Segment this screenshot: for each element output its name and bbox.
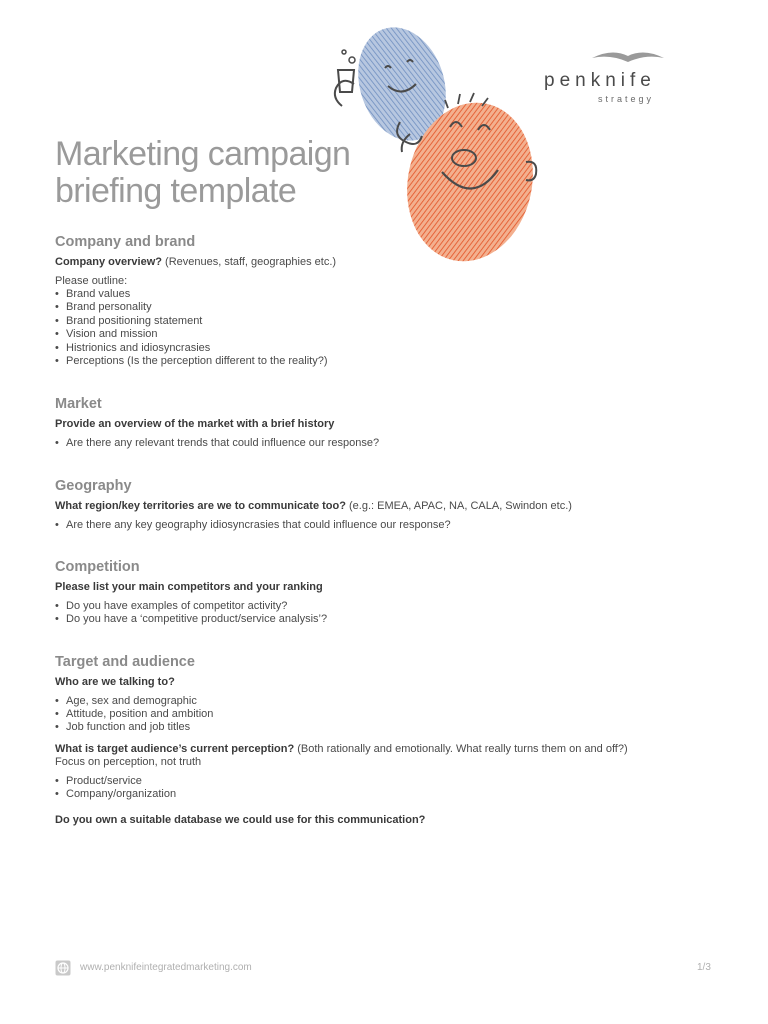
- list-item: • Age, sex and demographic: [55, 695, 715, 708]
- page-number: 1/3: [697, 962, 711, 973]
- question-text: What is target audience’s current perception?: [55, 742, 295, 755]
- list-item: • Company/organization: [55, 788, 715, 801]
- competition-list: [55, 600, 715, 627]
- list-item: • Brand values: [55, 288, 715, 301]
- market-list: [55, 437, 715, 450]
- section-heading: Geography: [55, 478, 132, 494]
- page-title: [55, 136, 395, 210]
- question-text: Please list your main competitors and your ranking: [55, 581, 323, 593]
- focus-note: Focus on perception, not truth: [55, 756, 202, 769]
- section-target-and-audience: [55, 654, 715, 827]
- list-item: • Are there any relevant trends that could influence our response?: [55, 437, 715, 450]
- brand-outline-list: [55, 288, 715, 368]
- title-line-2: briefing template: [55, 172, 297, 210]
- geography-list: [55, 519, 715, 532]
- question: [55, 743, 715, 757]
- question-note: (Both rationally and emotionally. What really turns them on and off?): [294, 742, 628, 755]
- section-heading: Competition: [55, 559, 140, 575]
- title-line-1: Marketing campaign: [55, 135, 351, 173]
- globe-icon: [55, 960, 71, 976]
- list-item: • Do you have a ‘competitive product/service analysis’?: [55, 613, 715, 626]
- outline-intro: Please outline:: [55, 274, 128, 287]
- audience-list: [55, 695, 715, 735]
- question-text: What region/key territories are we to communicate too?: [55, 500, 346, 512]
- brand-name: penknife: [544, 70, 656, 91]
- list-item: • Brand personality: [55, 301, 715, 314]
- list-item: • Attitude, position and ambition: [55, 708, 715, 721]
- section-competition: [55, 559, 715, 626]
- section-company-and-brand: [55, 234, 715, 368]
- question-text: Do you own a suitable database we could use for this communication?: [55, 813, 426, 826]
- penknife-icon: [588, 48, 668, 64]
- perception-list: [55, 775, 715, 802]
- list-item: • Product/service: [55, 775, 715, 788]
- list-item: • Brand positioning statement: [55, 315, 715, 328]
- question-text: Company overview?: [55, 256, 162, 268]
- section-heading: Company and brand: [55, 234, 196, 250]
- question: [55, 500, 715, 514]
- list-item: • Do you have examples of competitor activity?: [55, 600, 715, 613]
- section-heading: Target and audience: [55, 654, 195, 670]
- list-item: • Job function and job titles: [55, 721, 715, 734]
- website-link[interactable]: www.penknifeintegratedmarketing.com: [80, 962, 252, 973]
- question: [55, 256, 715, 270]
- penknife-logo: [540, 44, 720, 110]
- question-text: Who are we talking to?: [55, 676, 175, 688]
- section-heading: Market: [55, 396, 102, 412]
- list-item: • Vision and mission: [55, 328, 715, 341]
- question-note: (e.g.: EMEA, APAC, NA, CALA, Swindon etc.): [345, 500, 572, 512]
- brand-tagline: strategy: [598, 94, 655, 104]
- section-geography: [55, 478, 715, 532]
- question-text: Provide an overview of the market with a brief history: [55, 418, 335, 430]
- list-item: • Perceptions (Is the perception different to the reality?): [55, 355, 715, 368]
- question-note: (Revenues, staff, geographies etc.): [161, 256, 337, 268]
- list-item: • Histrionics and idiosyncrasies: [55, 342, 715, 355]
- list-item: • Are there any key geography idiosyncrasies that could influence our response?: [55, 519, 715, 532]
- section-market: [55, 396, 715, 450]
